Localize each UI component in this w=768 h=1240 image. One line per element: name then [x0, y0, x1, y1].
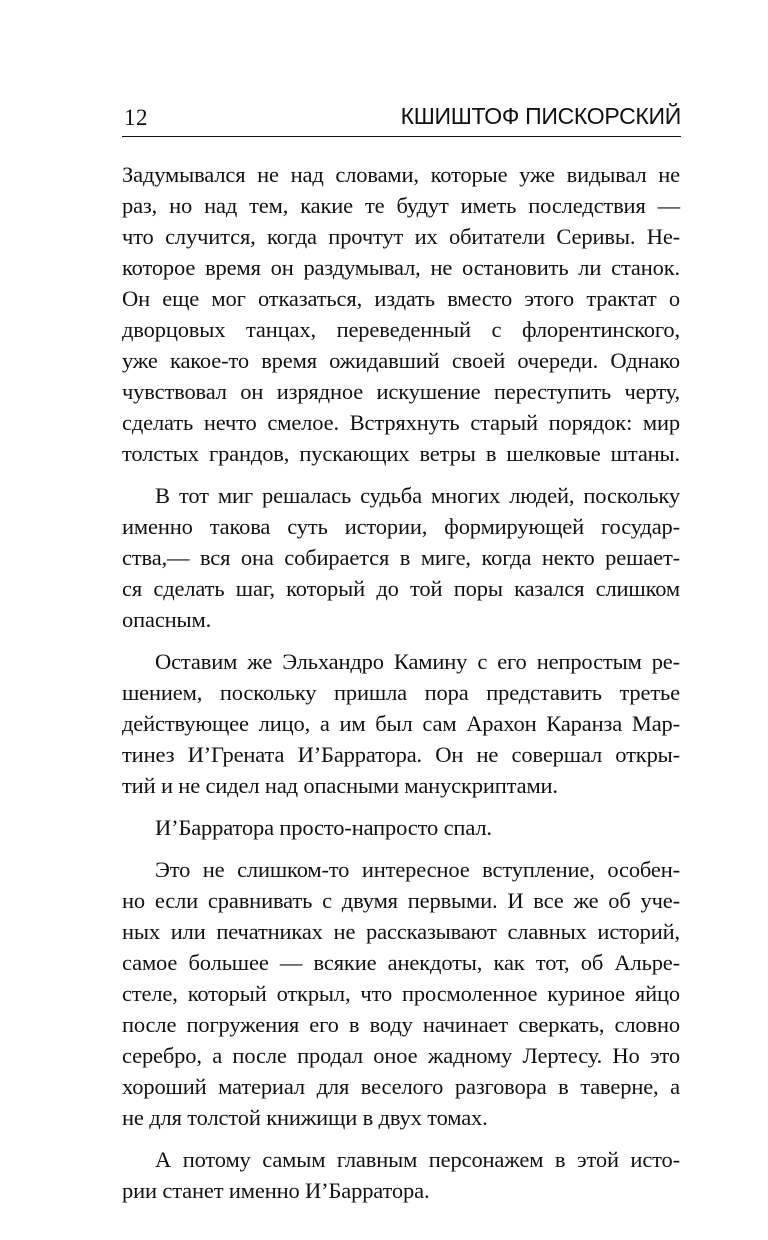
page-header [122, 98, 681, 137]
text-line: тий и не сидел над опасными манускриптами. [122, 773, 558, 798]
running-title: КШИШТОФ ПИСКОРСКИЙ [400, 103, 681, 129]
text-line: не для толстой книжищи в двух томах. [122, 1105, 488, 1130]
text-line: ных или печатниках не рассказывают славных историй, [122, 919, 680, 944]
text-line: которое время он раздумывал, не остановить ли станок. [122, 255, 680, 280]
text-line: толстых грандов, пускающих ветры в шелковые штаны. [122, 441, 680, 466]
text-line: Он еще мог отказаться, издать вместо этого трактат о [122, 286, 680, 311]
text-line: раз, но над тем, какие те будут иметь последствия — [122, 193, 680, 218]
text-line: серебро, а после продал оное жадному Лертесу. Но это [122, 1043, 680, 1068]
text-line: самое большее — всякие анекдоты, как тот, об Альре- [122, 950, 680, 975]
text-line: опасным. [122, 607, 212, 632]
text-line: ся сделать шаг, который до той поры казался слишком [122, 576, 680, 601]
text-line: Это не слишком-то интересное вступление, особен- [155, 857, 680, 882]
text-line: шением, поскольку пришла пора представить третье [122, 680, 680, 705]
text-line: действующее лицо, а им был сам Арахон Каранза Мар- [122, 711, 680, 736]
text-line: Задумывался не над словами, которые уже видывал не [122, 162, 680, 187]
page-number: 12 [124, 105, 148, 130]
text-line: уже какое-то время ожидавший своей очереди. Однако [122, 348, 680, 373]
text-line: ства,— вся она собирается в миге, когда некто решает- [122, 545, 680, 570]
text-line: дворцовых танцах, переведенный с флорентинского, [122, 317, 680, 342]
paragraph [122, 480, 680, 635]
text-line: В тот миг решалась судьба многих людей, поскольку [155, 483, 680, 508]
text-line: И’Барратора просто-напросто спал. [155, 815, 492, 840]
text-line: Оставим же Эльхандро Камину с его непростым ре- [155, 649, 680, 674]
body-text [122, 159, 680, 1206]
text-line: после погружения его в воду начинает сверкать, словно [122, 1012, 680, 1037]
paragraph [122, 1144, 680, 1206]
text-line: чувствовал он изрядное искушение переступить черту, [122, 379, 680, 404]
text-line: рии станет именно И’Барратора. [122, 1178, 430, 1203]
text-line: хороший материал для веселого разговора в таверне, а [122, 1074, 680, 1099]
text-line: А потому самым главным персонажем в этой исто- [155, 1147, 680, 1172]
text-line: что случится, когда прочтут их обитатели Серивы. Не- [122, 224, 680, 249]
paragraph [122, 159, 680, 469]
paragraph [122, 812, 680, 843]
text-line: именно такова суть истории, формирующей государ- [122, 514, 680, 539]
paragraph [122, 646, 680, 801]
text-line: стеле, который открыл, что просмоленное куриное яйцо [122, 981, 680, 1006]
text-line: тинез И’Грената И’Барратора. Он не совершал откры- [122, 742, 680, 767]
text-line: но если сравнивать с двумя первыми. И все же об уче- [122, 888, 680, 913]
text-line: сделать нечто смелое. Встряхнуть старый порядок: мир [122, 410, 680, 435]
paragraph [122, 854, 680, 1133]
